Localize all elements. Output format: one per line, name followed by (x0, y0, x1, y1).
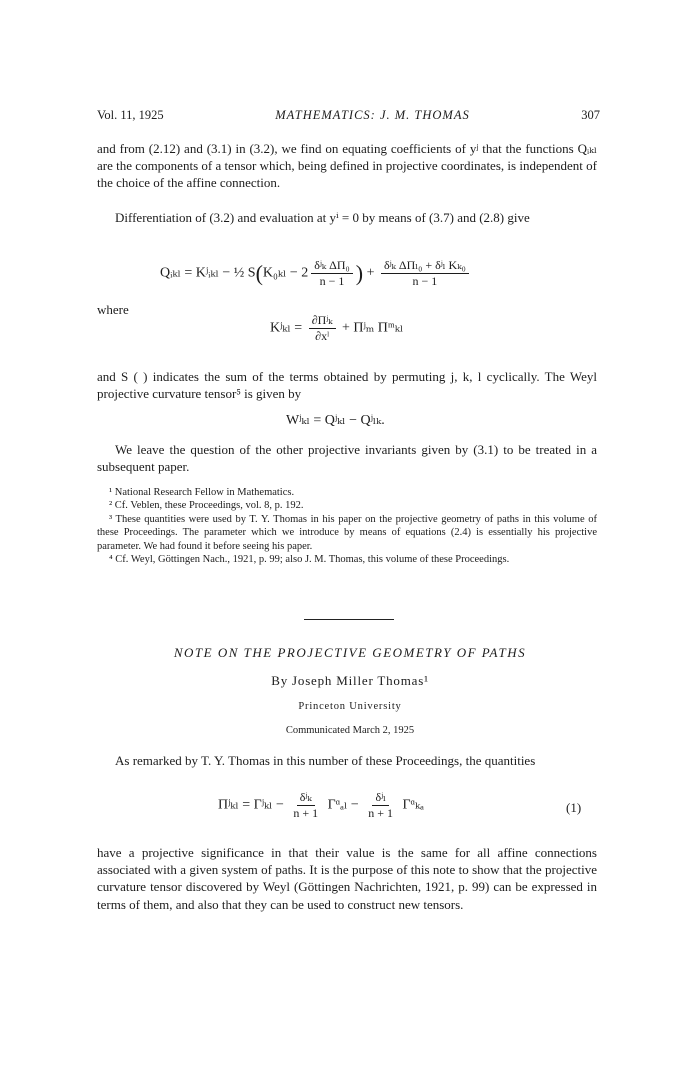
paragraph-1: and from (2.12) and (3.1) in (3.2), we find on equating coefficients of yʲ that the functions Qᵢₖₗ are the components of a tensor which, being defined in projective coordinates, is independent of the choice of the affine connection. (97, 141, 597, 191)
article-author: By Joseph Miller Thomas¹ (271, 673, 429, 688)
footnotes (97, 486, 597, 566)
equation-weyl: Wʲₖₗ = Qʲₖₗ − Qʲₗₖ. (286, 413, 385, 428)
paragraph-5: As remarked by T. Y. Thomas in this number of these Proceedings, the quantities (115, 753, 536, 768)
equation-pi: Πʲₖₗ = Γʲₖₗ − $\frac{\text{δʲₖ}}{n + 1}$ Γᵅₐₗ − $\frac{\text{δʲₗ}}{n + 1}$ Γᵅₖₐ (218, 790, 424, 820)
paragraph-2: Differentiation of (3.2) and evaluation at yⁱ = 0 by means of (3.7) and (2.8) give (115, 210, 530, 225)
footnote-4: ⁴ Cf. Weyl, Göttingen Nach., 1921, p. 99; also J. M. Thomas, this volume of these Proceedings. (109, 554, 510, 566)
page-number: 307 (581, 108, 600, 122)
running-header (97, 108, 600, 123)
paragraph-3: and S ( ) indicates the sum of the terms obtained by permuting j, k, l cyclically. The Weyl projective curvature tensor⁵ is given by (97, 369, 597, 402)
communicated-date: Communicated March 2, 1925 (285, 725, 415, 736)
article-title: NOTE ON THE PROJECTIVE GEOMETRY OF PATHS (173, 645, 527, 660)
paragraph-4: We leave the question of the other projective invariants given by (3.1) to be treated in a subsequent paper. (97, 442, 597, 475)
section-divider (304, 619, 394, 620)
footnote-2: ² Cf. Veblen, these Proceedings, vol. 8, p. 192. (109, 500, 304, 512)
article-affiliation: Princeton University (298, 701, 402, 712)
equation-number: (1) (566, 800, 582, 815)
where-label: where (97, 302, 129, 317)
equation-k: Kʲₖₗ = $\frac{\text{∂Πʲₖ}}{\text{∂xˡ}}$ + Πʲₘ Πᵐₖₗ (270, 313, 404, 343)
footnote-1: ¹ National Research Fellow in Mathematics. (109, 487, 295, 498)
equation-q: Qᵢₖₗ = Kʲᵢₖₗ − ½ S(K₀ₖₗ − 2 $\frac{\text{δʲₖ ΔΠ₀}}{n - 1}$ ) + $\frac{\text{δʲₖ ΔΠₗ₀ + δʲₗ Kₖ₀}}{n - 1}$ (160, 258, 472, 289)
footnote-3: ³ These quantities were used by T. Y. Thomas in his paper on the projective geometry of paths in this volume of these Proceedings. The parameter which we introduce by means of equations (2.4) is essentially his projective parameter. We had found it before seeing his paper. (97, 513, 597, 552)
volume-info: Vol. 11, 1925 (97, 108, 164, 122)
running-title: MATHEMATICS: J. M. THOMAS (275, 108, 470, 122)
paragraph-6: have a projective significance in that their value is the same for all affine connections associated with a given system of paths. It is the purpose of this note to show that the projective curvature tensor discovered by Weyl (Göttingen Nachrichten, 1921, p. 99) can be expressed in terms of them, and also that they can be used to construct new tensors. (97, 845, 597, 912)
